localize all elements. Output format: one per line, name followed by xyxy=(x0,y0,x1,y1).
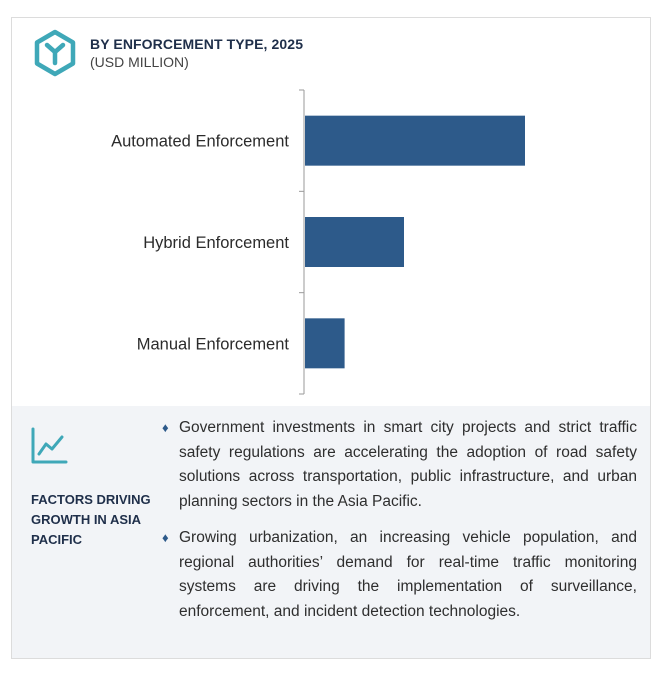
trend-chart-icon xyxy=(30,427,68,465)
growth-factors-panel xyxy=(12,406,650,658)
diamond-icon: ♦ xyxy=(162,420,169,435)
category-label: Manual Enforcement xyxy=(136,335,289,354)
factors-heading: FACTORS DRIVING GROWTH IN ASIA PACIFIC xyxy=(31,492,151,547)
factor-item xyxy=(162,526,637,624)
chart-subtitle: (USD MILLION) xyxy=(90,54,189,70)
bar-chart xyxy=(12,88,650,398)
chart-title: BY ENFORCEMENT TYPE, 2025 xyxy=(90,36,304,52)
infographic-card xyxy=(11,17,651,659)
factor-text: Government investments in smart city projects and strict traffic safety regulations are accelerating the adoption of road safety solutions across transportation, public infrastructure, and urban planning sectors in the Asia Pacific. xyxy=(179,419,637,510)
bar-hybrid-enforcement xyxy=(305,217,404,267)
factor-text: Growing urbanization, an increasing vehicle population, and regional authorities’ demand for real-time traffic monitoring systems are driving the implementation of surveillance, enforcement, and incident detection technologies. xyxy=(179,529,637,620)
bar-manual-enforcement xyxy=(305,318,345,368)
factor-item xyxy=(162,416,637,514)
factors-list xyxy=(162,416,637,636)
category-label: Automated Enforcement xyxy=(111,132,289,151)
chart-header xyxy=(12,18,650,98)
category-label: Hybrid Enforcement xyxy=(143,234,289,252)
hexagon-y-logo-icon xyxy=(33,29,77,77)
bar-automated-enforcement xyxy=(305,116,525,166)
diamond-icon: ♦ xyxy=(162,530,169,545)
bar-chart-svg xyxy=(12,88,650,398)
